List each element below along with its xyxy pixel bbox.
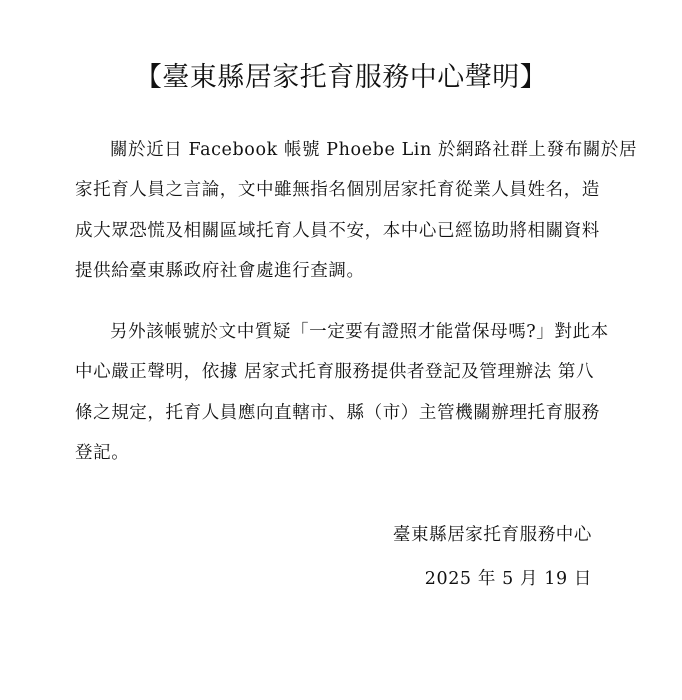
paragraph-line: 關於近日 Facebook 帳號 Phoebe Lin 於網路社群上發布關於居 bbox=[110, 140, 638, 160]
paragraph-line: 條之規定，托育人員應向直轄市、縣（市）主管機關辦理托育服務 bbox=[75, 402, 600, 423]
signature-date: 2025 年 5 月 19 日 bbox=[424, 569, 592, 589]
paragraph-line: 成大眾恐慌及相關區域托育人員不安，本中心已經協助將相關資料 bbox=[75, 220, 600, 241]
paragraph-line: 中心嚴正聲明，依據 居家式托育服務提供者登記及管理辦法 第八 bbox=[75, 362, 595, 383]
signature-organization: 臺東縣居家托育服務中心 bbox=[392, 525, 592, 545]
paragraph-license-statement bbox=[75, 312, 615, 473]
paragraph-line: 家托育人員之言論，文中雖無指名個別居家托育從業人員姓名，造 bbox=[75, 180, 600, 201]
paragraph-line: 另外該帳號於文中質疑「一定要有證照才能當保母嗎?」對此本 bbox=[110, 322, 609, 342]
paragraph-line: 提供給臺東縣政府社會處進行查調。 bbox=[75, 260, 365, 281]
document-title: 【臺東縣居家托育服務中心聲明】 bbox=[134, 62, 548, 93]
paragraph-line: 登記。 bbox=[75, 442, 130, 463]
paragraph-facebook-post bbox=[75, 130, 638, 291]
